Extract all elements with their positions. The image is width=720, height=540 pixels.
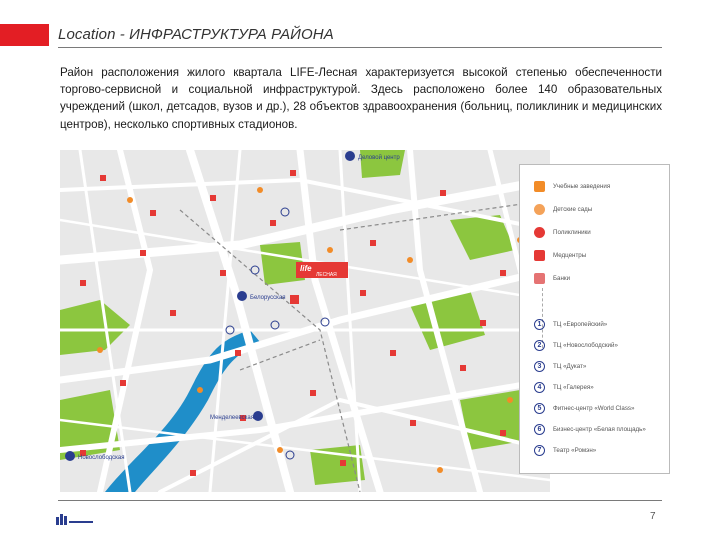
project-label-top: life <box>300 264 312 273</box>
legend-object-6 <box>534 422 646 436</box>
number-3-icon: 3 <box>534 361 545 372</box>
legend-object-label: Театр «Ромэн» <box>553 446 597 454</box>
number-5-icon: 5 <box>534 403 545 414</box>
metro-label-2: Белорусская <box>250 295 286 301</box>
legend-object-label: ТЦ «Новослободский» <box>553 341 618 349</box>
legend-object-4 <box>534 380 594 394</box>
legend-object-label: ТЦ «Галерея» <box>553 383 594 391</box>
legend-object-1 <box>534 317 607 331</box>
project-label-bottom: ЛЕСНАЯ <box>316 272 337 278</box>
title-divider <box>58 47 662 48</box>
number-2-icon: 2 <box>534 340 545 351</box>
title-accent-bar <box>0 24 49 46</box>
metro-label-1: Деловой центр <box>358 155 400 161</box>
education-icon <box>534 181 545 192</box>
footer-divider <box>58 500 662 501</box>
legend-row-kindergarten <box>534 202 592 216</box>
legend-row-hospital <box>534 225 591 239</box>
page-number: 7 <box>650 511 656 522</box>
number-6-icon: 6 <box>534 424 545 435</box>
medical-center-icon <box>534 250 545 261</box>
legend-object-5 <box>534 401 634 415</box>
legend-row-bank <box>534 271 570 285</box>
legend-label: Поликлиники <box>553 228 591 236</box>
map-legend <box>519 164 670 474</box>
area-map[interactable] <box>60 150 550 492</box>
company-logo <box>56 513 94 525</box>
legend-object-label: Бизнес-центр «Белая площадь» <box>553 425 646 433</box>
legend-object-label: ТЦ «Дукат» <box>553 362 587 370</box>
map-canvas <box>60 150 550 492</box>
legend-label: Медцентры <box>553 251 587 259</box>
kindergarten-icon <box>534 204 545 215</box>
number-1-icon: 1 <box>534 319 545 330</box>
legend-object-7 <box>534 443 596 457</box>
legend-object-3 <box>534 359 586 373</box>
legend-object-label: ТЦ «Европейский» <box>553 320 608 328</box>
page-title: Location - ИНФРАСТРУКТУРА РАЙОНА <box>58 26 334 43</box>
intro-paragraph: Район расположения жилого квартала LIFE-Лесная характеризуется высокой степенью обеспеченности торгово-сервисной и социальной инфраструктурой. Здесь расположено более 140 образовательных учреждений (школ, детсадов, вузов и др.), 28 объектов здравоохранения (больниц, поликлиник и медицинских центров), несколько спортивных стадионов. <box>60 66 662 131</box>
hospital-icon <box>534 227 545 238</box>
legend-label: Банки <box>553 274 571 282</box>
legend-object-2 <box>534 338 618 352</box>
number-4-icon: 4 <box>534 382 545 393</box>
metro-label-3: Менделеевская <box>210 415 254 421</box>
bank-icon <box>534 273 545 284</box>
legend-row-education <box>534 179 610 193</box>
legend-label: Детские сады <box>553 205 593 213</box>
metro-label-4: Новослободская <box>78 455 125 461</box>
legend-object-label: Фитнес-центр «World Class» <box>553 404 635 412</box>
legend-label: Учебные заведения <box>553 182 611 190</box>
number-7-icon: 7 <box>534 445 545 456</box>
legend-row-medical-center <box>534 248 586 262</box>
